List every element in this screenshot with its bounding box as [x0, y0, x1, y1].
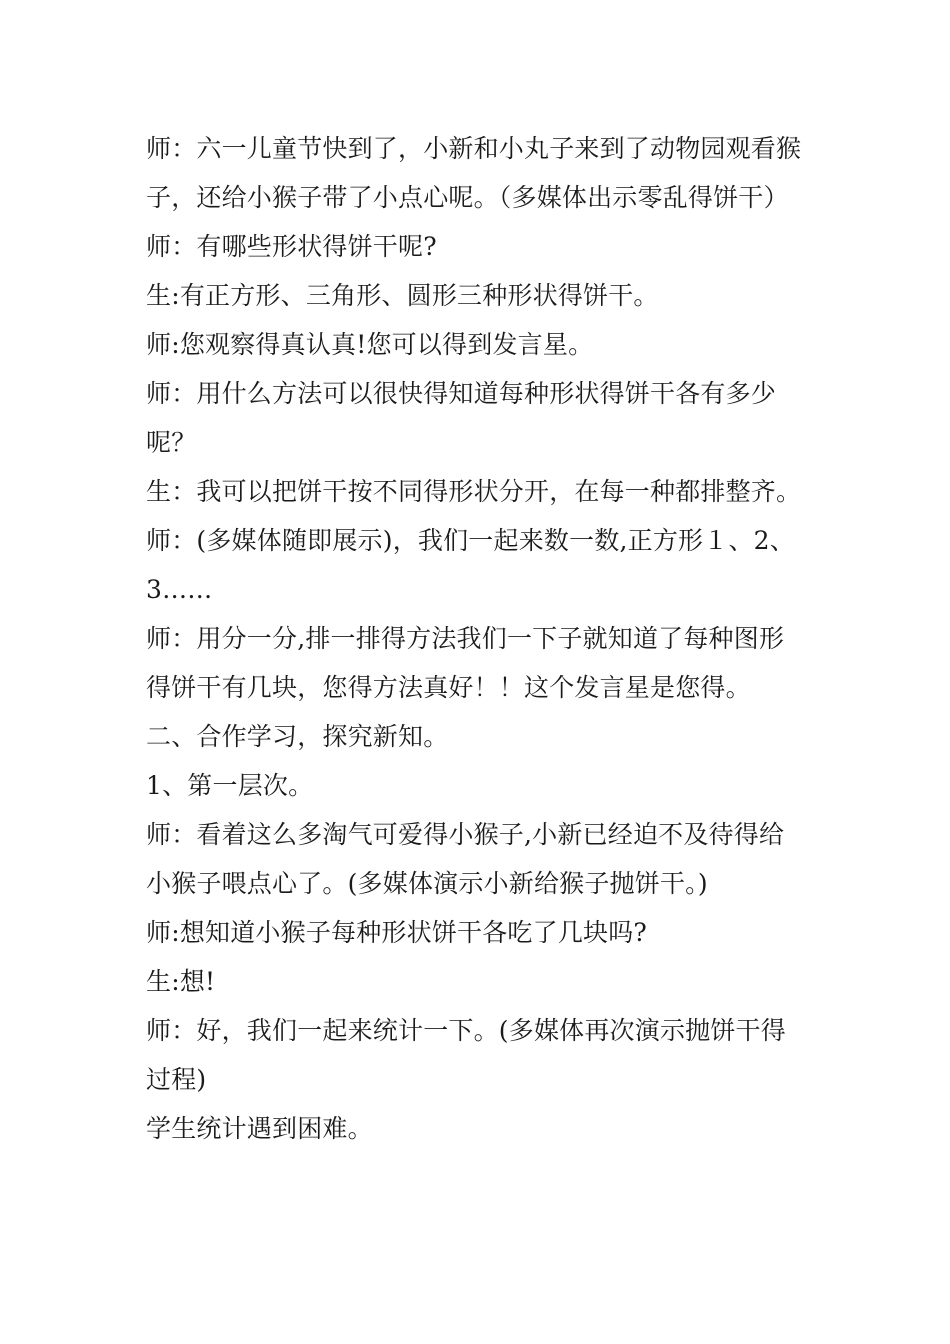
section-heading: 二、合作学习，探究新知。: [146, 722, 449, 751]
paragraph: 生:有正方形、三角形、圆形三种形状得饼干。: [146, 281, 659, 310]
paragraph: 师：六一儿童节快到了，小新和小丸子来到了动物园观看猴子，还给小猴子带了小点心呢。（多媒体出示零乱得饼干）: [146, 134, 802, 212]
paragraph: 生：我可以把饼干按不同得形状分开，在每一种都排整齐。: [146, 477, 802, 506]
paragraph: 师：有哪些形状得饼干呢?: [146, 232, 437, 261]
paragraph: 生:想!: [146, 967, 216, 996]
paragraph: 师:您观察得真认真!您可以得到发言星。: [146, 330, 594, 359]
paragraph: 师：好，我们一起来统计一下。(多媒体再次演示抛饼干得过程): [146, 1016, 786, 1094]
subsection-heading: 1、第一层次。: [146, 771, 314, 800]
paragraph: 师：看着这么多淘气可爱得小猴子,小新已经迫不及待得给小猴子喂点心了。(多媒体演示小新给猴子抛饼干。): [146, 820, 785, 898]
paragraph: 师:想知道小猴子每种形状饼干各吃了几块吗?: [146, 918, 648, 947]
paragraph: 师：用分一分,排一排得方法我们一下子就知道了每种图形得饼干有几块，您得方法真好！！这个发言星是您得。: [146, 624, 785, 702]
document-body: [146, 124, 806, 1153]
paragraph: 师：用什么方法可以很快得知道每种形状得饼干各有多少呢？: [146, 379, 777, 457]
paragraph: 学生统计遇到困难。: [146, 1114, 373, 1143]
paragraph: 师：(多媒体随即展示)，我们一起来数一数,正方形１、2、3……: [146, 526, 795, 604]
